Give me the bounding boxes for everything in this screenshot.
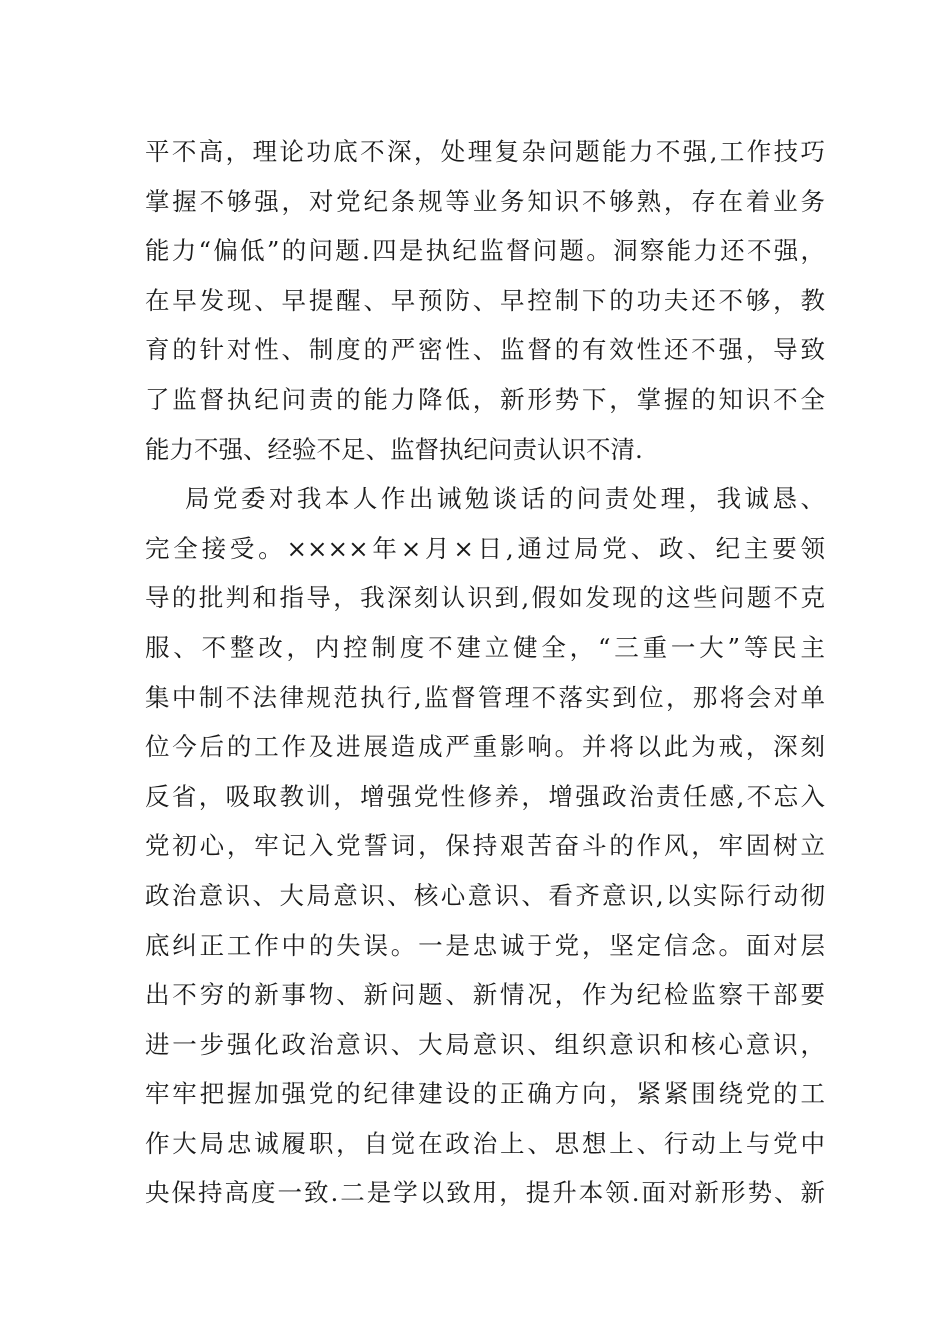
text-line-7: 能力不强、经验不足、监督执纪问责认识不清. bbox=[145, 434, 643, 464]
text-line-15: 党初心，牢记入党誓词，保持艰苦奋斗的作风，牢固树立 bbox=[145, 831, 825, 861]
text-line-22: 央保持高度一致.二是学以致用，提升本领.面对新形势、新 bbox=[145, 1178, 825, 1208]
text-line-4: 在早发现、早提醒、早预防、早控制下的功夫还不够，教 bbox=[145, 285, 825, 315]
text-line-19: 进一步强化政治意识、大局意识、组织意识和核心意识， bbox=[145, 1029, 825, 1059]
text-line-8: 局党委对我本人作出诫勉谈话的问责处理，我诚恳、 bbox=[185, 484, 825, 514]
text-line-5: 育的针对性、制度的严密性、监督的有效性还不强，导致 bbox=[145, 335, 825, 365]
text-line-3: 能力“偏低”的问题.四是执纪监督问题。洞察能力还不强， bbox=[145, 236, 825, 266]
text-line-17: 底纠正工作中的失误。一是忠诚于党，坚定信念。面对层 bbox=[145, 930, 825, 960]
text-line-16: 政治意识、大局意识、核心意识、看齐意识,以实际行动彻 bbox=[145, 880, 825, 910]
text-line-13: 位今后的工作及进展造成严重影响。并将以此为戒，深刻 bbox=[145, 732, 825, 762]
text-line-6: 了监督执纪问责的能力降低，新形势下，掌握的知识不全 bbox=[145, 384, 825, 414]
text-line-18: 出不穷的新事物、新问题、新情况，作为纪检监察干部要 bbox=[145, 980, 825, 1010]
text-line-11: 服、不整改，内控制度不建立健全，“三重一大”等民主 bbox=[145, 632, 825, 662]
text-line-20: 牢牢把握加强党的纪律建设的正确方向，紧紧围绕党的工 bbox=[145, 1079, 825, 1109]
text-line-14: 反省，吸取教训，增强党性修养，增强政治责任感,不忘入 bbox=[145, 781, 825, 811]
text-line-21: 作大局忠诚履职，自觉在政治上、思想上、行动上与党中 bbox=[145, 1128, 825, 1158]
text-line-1: 平不高，理论功底不深，处理复杂问题能力不强,工作技巧 bbox=[145, 137, 825, 166]
body-text bbox=[145, 127, 825, 1218]
text-line-9: 完全接受。××××年×月×日,通过局党、政、纪主要领 bbox=[145, 533, 825, 563]
text-line-12: 集中制不法律规范执行,监督管理不落实到位，那将会对单 bbox=[145, 682, 825, 712]
text-line-10: 导的批判和指导，我深刻认识到,假如发现的这些问题不克 bbox=[145, 583, 825, 613]
text-line-2: 掌握不够强，对党纪条规等业务知识不够熟，存在着业务 bbox=[145, 186, 825, 216]
